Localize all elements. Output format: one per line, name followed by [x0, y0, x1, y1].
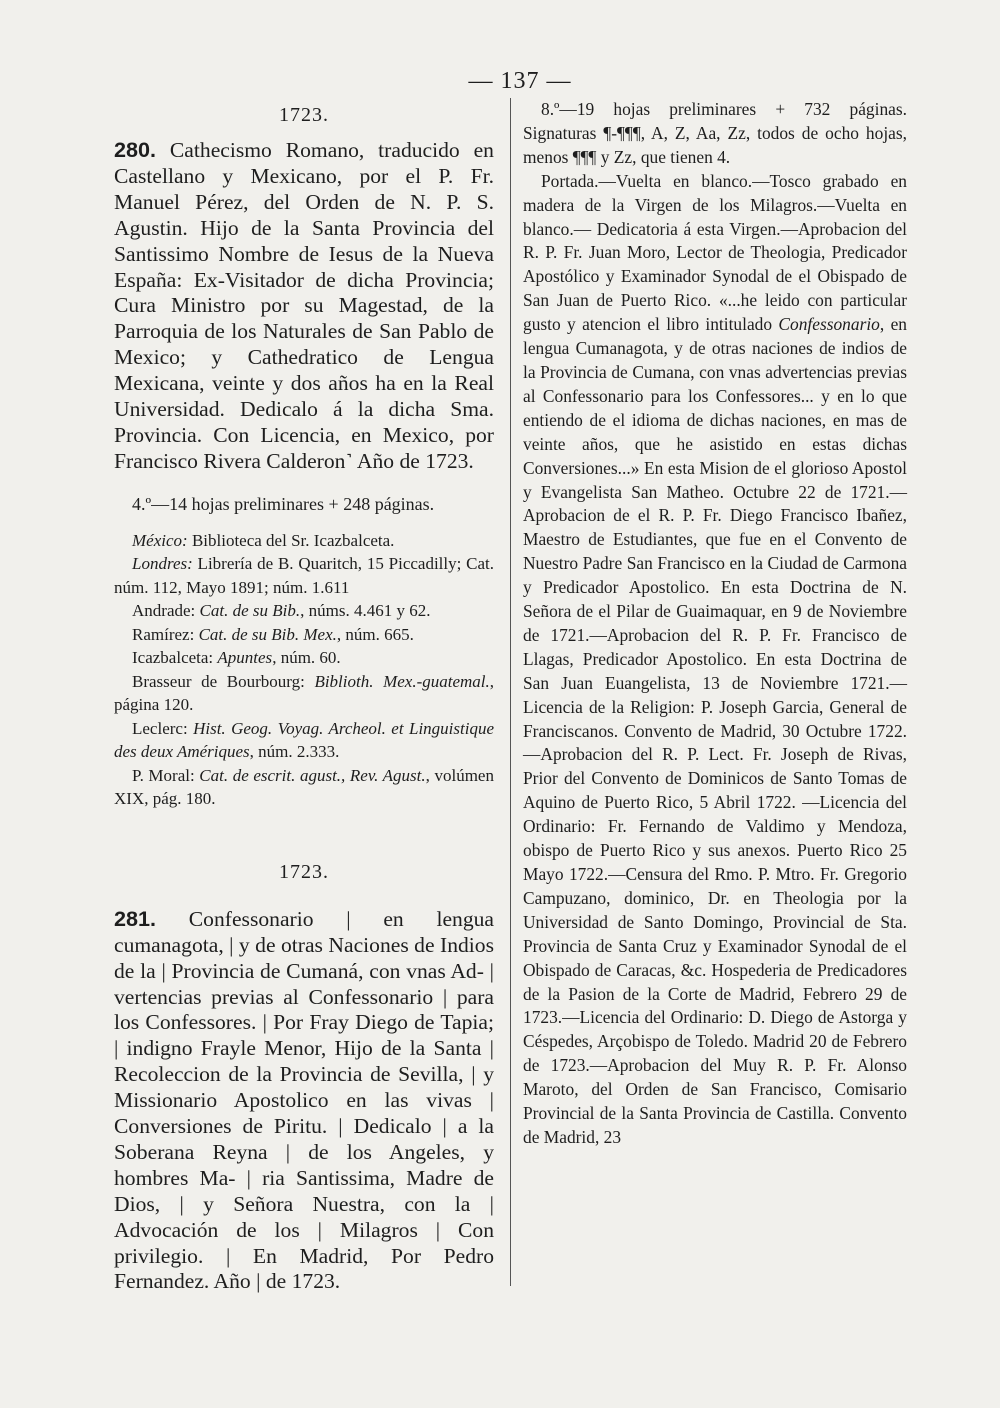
- collation-paragraph: 8.º—19 hojas preliminares + 732 páginas. Signaturas ¶-¶¶¶, A, Z, Aa, Zz, todos de ocho hojas, menos ¶¶¶ y Zz, que tienen 4.: [523, 99, 907, 167]
- column-divider: [510, 98, 511, 1286]
- entry-text: Cathecismo Romano, traducido en Castellano y Mexicano, por el P. Fr. Manuel Pérez, del Orden de N. P. S. Agustin. Hijo de la Santa Provincia del Santissimo Nombre de Iesus de la Nueva España: Ex-Visitador de dicha Provincia; Cura Ministro por su Magestad, de la Parroquia de los Naturales de San Pablo de Mexico; y Cathedratico de Lengua Mexicana, veinte y dos años ha en la Real Universidad. Dedicalo á la dicha Sma. Provincia. Con Licencia, en Mexico, por Francisco Rivera Calderon˺ Año de 1723.: [114, 138, 494, 473]
- entry-year: 1723.: [279, 104, 329, 126]
- entry-format: 4.º—14 hojas preliminares + 248 páginas.: [132, 493, 435, 514]
- entry-number: 280.: [114, 137, 157, 162]
- left-column: [114, 98, 494, 1295]
- reference-item: México: Biblioteca del Sr. Icazbalceta.: [132, 530, 395, 550]
- reference-item: Londres: Librería de B. Quaritch, 15 Piccadilly; Cat. núm. 112, Mayo 1891; núm. 1.611: [114, 554, 494, 597]
- entry-description: [114, 906, 494, 1296]
- reference-item: Leclerc: Hist. Geog. Voyag. Archeol. et Linguistique des deux Amériques, núm. 2.333.: [114, 718, 494, 762]
- entry-text: Confessonario | en lengua cumanagota, | y de otras Naciones de Indios de la | Provincia de Cumaná, con vnas Ad- | vertencias previas al Confessonario | para los Confessores. | Por Fray Diego de Tapia; | indigno Frayle Menor, Hijo de la Santa | Recoleccion de la Provincia de Sevilla, | y Missionario Apostolico en las vivas | Conversiones de Piritu. | Dedicalo | a la Soberana Reyna | de los Angeles, y hombres Ma- | ria Santissima, Madre de Dios, | y Señora Nuestra, con la | Advocación de los | Milagros | Con privilegio. | En Madrid, Por Pedro Fernandez. Año | de 1723.: [114, 906, 495, 1294]
- reference-item: Ramírez: Cat. de su Bib. Mex., núm. 665.: [132, 624, 414, 644]
- reference-item: Andrade: Cat. de su Bib., núms. 4.461 y 62.: [132, 601, 431, 621]
- entry-280: [114, 104, 494, 811]
- entry-description: [114, 137, 494, 475]
- entry-year: 1723.: [279, 860, 329, 883]
- reference-item: Icazbalceta: Apuntes, núm. 60.: [132, 648, 341, 668]
- reference-item: Brasseur de Bourbourg: Biblioth. Mex.-guatemal., página 120.: [114, 671, 495, 715]
- reference-item: P. Moral: Cat. de escrit. agust., Rev. Agust., volúmen XIX, pág. 180.: [114, 765, 494, 809]
- page-number: — 137 —: [468, 68, 572, 94]
- contents-paragraph: Portada.—Vuelta en blanco.—Tosco grabado en madera de la Virgen de los Milagros.—Vuelta en blanco.— Dedicatoria á esta Virgen.—Aprobacion del R. P. Fr. Juan Moro, Lector de Theologia, Predicador Apostólico y Examinador Synodal de el Obispado de San Juan de Puerto Rico. «...he leido con particular gusto y atencion el libro intitulado Confessonario, en lengua Cumanagota, y de otras naciones de indios de la Provincia de Cumana, con vnas advertencias previas al Confessonario para los Confessores... y en lo que entiendo de el idioma de dichas naciones, en mas de veinte años, que he asistido en estas dichas Conversiones...» En esta Mision de el glorioso Apostol y Evangelista San Matheo. Octubre 22 de 1721.—Aprobacion de el R. P. Fr. Diego Francisco Ibañez, Maestro de Estudiantes, que fue en el Convento de Nuestro Padre San Francisco en la Ciudad de Carmona y Predicador Apostolico. En esta Doctrina de N. Señora de el Pilar de Guaimaquar, en 9 de Noviembre de 1721.—Aprobacion del R. P. Fr. Francisco de Llagas, Predicador Apostolico. En esta Doctrina de San Juan Euangelista, 13 de Noviembre 1721.—Licencia de la Religion: P. Joseph Garcia, General de Franciscanos. Convento de Madrid, 30 Octubre 1722.—Aprobacion del R. P. Lect. Fr. Joseph de Rivas, Prior del Convento de Dominicos de Santo Tomas de Aquino de Puerto Rico, 5 Abril 1722. —Licencia del Ordinario: Fr. Fernando de Valdimo y Mendoza, obispo de Puerto Rico y sus anexos. Puerto Rico 25 Mayo 1722.—Censura del Rmo. P. Mtro. Fr. Gregorio Campuzano, dominico, Dr. en Theologia por la Universidad de Santo Domingo, Provincial de Sta. Provincia de Santa Cruz y Examinador Synodal de el Obispado de Caracas, &c. Hospederia de Predicadores de la Pasion de la Corte de Madrid, Febrero 29 de 1723.—Licencia del Ordinario: D. Diego de Astorga y Céspedes, Arçobispo de Toledo. Madrid 20 de Febrero de 1723.—Aprobacion del Muy R. P. Fr. Alonso Maroto, del Orden de San Francisco, Comisario Provincial de la Santa Provincia de Castilla. Convento de Madrid, 23: [523, 170, 907, 1147]
- entry-number: 281.: [114, 905, 157, 931]
- references: [114, 529, 494, 811]
- entry-281: [114, 861, 494, 1296]
- right-column: [523, 98, 907, 1150]
